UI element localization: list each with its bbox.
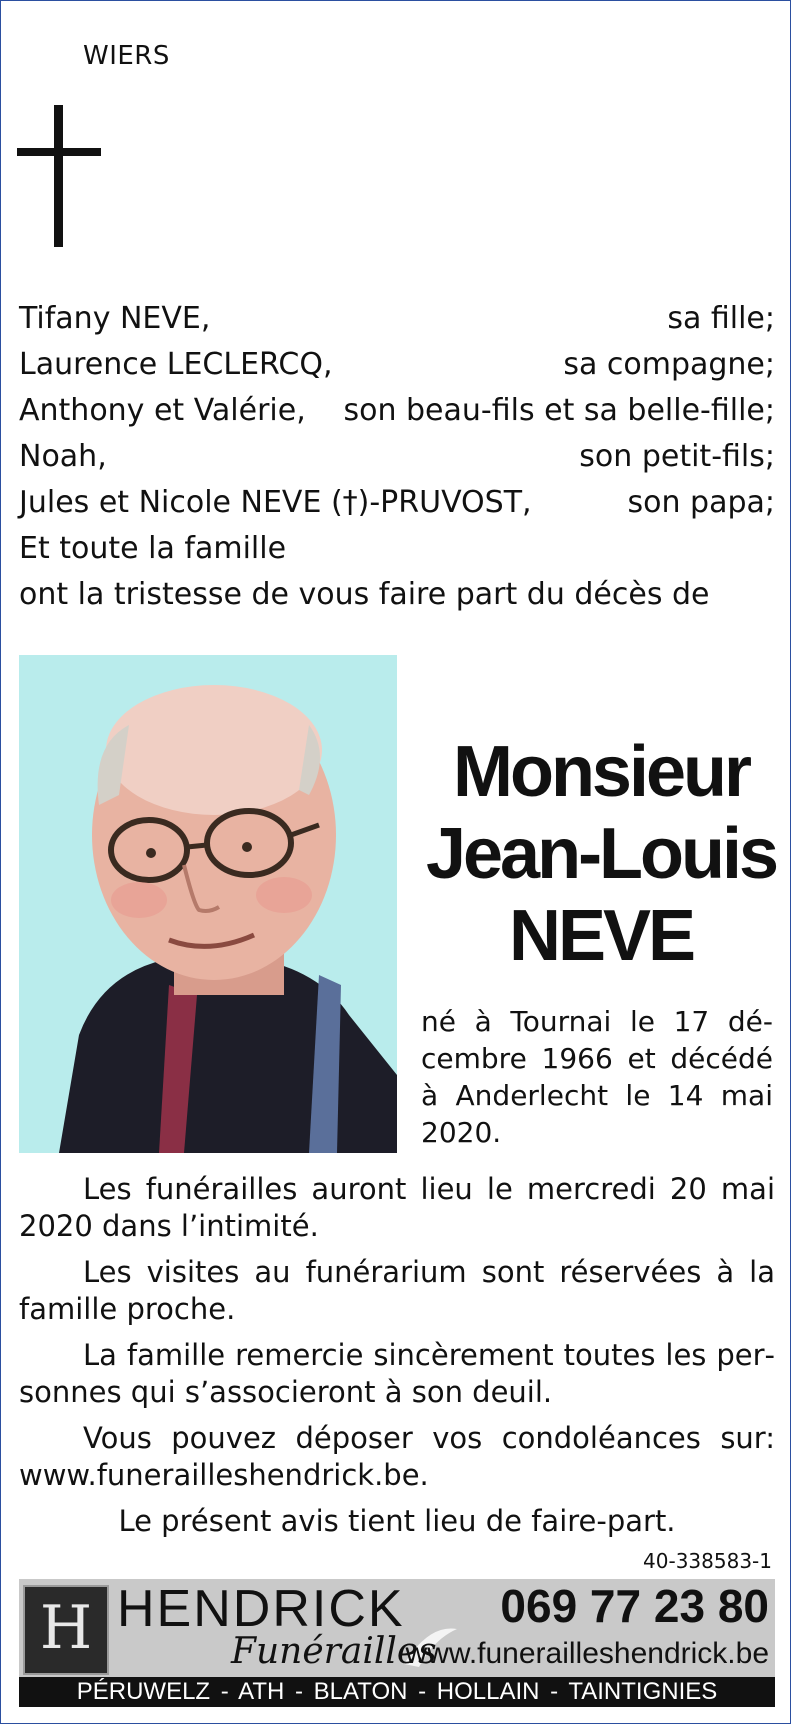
- deceased-name: [421, 731, 781, 977]
- funeral-home-phone: 069 77 23 80: [500, 1580, 769, 1632]
- deceased-title-line3: NEVE: [508, 896, 694, 976]
- family-member-name: Tifany NEVE,: [19, 301, 211, 336]
- family-member-relation: son petit-fils;: [579, 439, 775, 474]
- funeral-home-banner: [19, 1579, 775, 1707]
- family-member-relation: sa compagne;: [563, 347, 775, 382]
- family-row: [19, 296, 775, 342]
- family-row: [19, 434, 775, 480]
- family-row: [19, 342, 775, 388]
- funeral-home-name: HENDRICK: [117, 1580, 405, 1638]
- family-row: [19, 388, 775, 434]
- portrait-illustration: [19, 655, 397, 1153]
- town-name: WIERS: [83, 41, 170, 71]
- paragraph: Les visites au funérarium sont réservées à la famille proche.: [19, 1255, 775, 1326]
- funeral-home-logo: [23, 1585, 109, 1675]
- funeral-home-subtitle: Funérailles: [231, 1631, 437, 1672]
- deceased-title-line2: Jean-Louis: [425, 814, 777, 894]
- paragraph: La famille remercie sincèrement toutes les personnes qui s’associeront à son deuil.: [19, 1338, 775, 1409]
- family-member-name: Jules et Nicole NEVE (†)-PRUVOST,: [19, 485, 532, 520]
- reference-number: 40-338583-1: [643, 1549, 772, 1573]
- family-member-relation: son beau-fils et sa belle-fille;: [343, 393, 775, 428]
- funeral-home-website: www.funerailleshendrick.be: [405, 1637, 769, 1670]
- family-member-relation: son papa;: [627, 485, 775, 520]
- family-row: [19, 480, 775, 526]
- notice-line: Le présent avis tient lieu de faire-part.: [118, 1504, 676, 1538]
- family-list: [19, 296, 775, 618]
- paragraph: Vous pouvez déposer vos condoléances sur: www.funerailleshendrick.be.: [19, 1421, 775, 1492]
- family-member-name: Noah,: [19, 439, 107, 474]
- family-member-name: Laurence LECLERCQ,: [19, 347, 333, 382]
- deceased-title-line1: Monsieur: [452, 732, 750, 812]
- paragraph: Les funérailles auront lieu le mercredi 20 mai 2020 dans l’intimité.: [19, 1172, 775, 1243]
- portrait-photo: [19, 655, 397, 1153]
- family-closing: Et toute la famille: [19, 531, 287, 566]
- cross-icon: [17, 105, 101, 247]
- funeral-details: [19, 1171, 775, 1540]
- logo-letter: H: [39, 1593, 93, 1663]
- family-member-name: Anthony et Valérie,: [19, 393, 306, 428]
- birth-death-text: né à Tournai le 17 décembre 1966 et décédé à Anderlecht le 14 mai 2020.: [421, 1005, 773, 1149]
- announcement-text: ont la tristesse de vous faire part du décès de: [19, 577, 710, 612]
- family-member-relation: sa fille;: [667, 301, 775, 336]
- funeral-home-locations: PÉRUWELZ - ATH - BLATON - HOLLAIN - TAINTIGNIES: [19, 1677, 775, 1707]
